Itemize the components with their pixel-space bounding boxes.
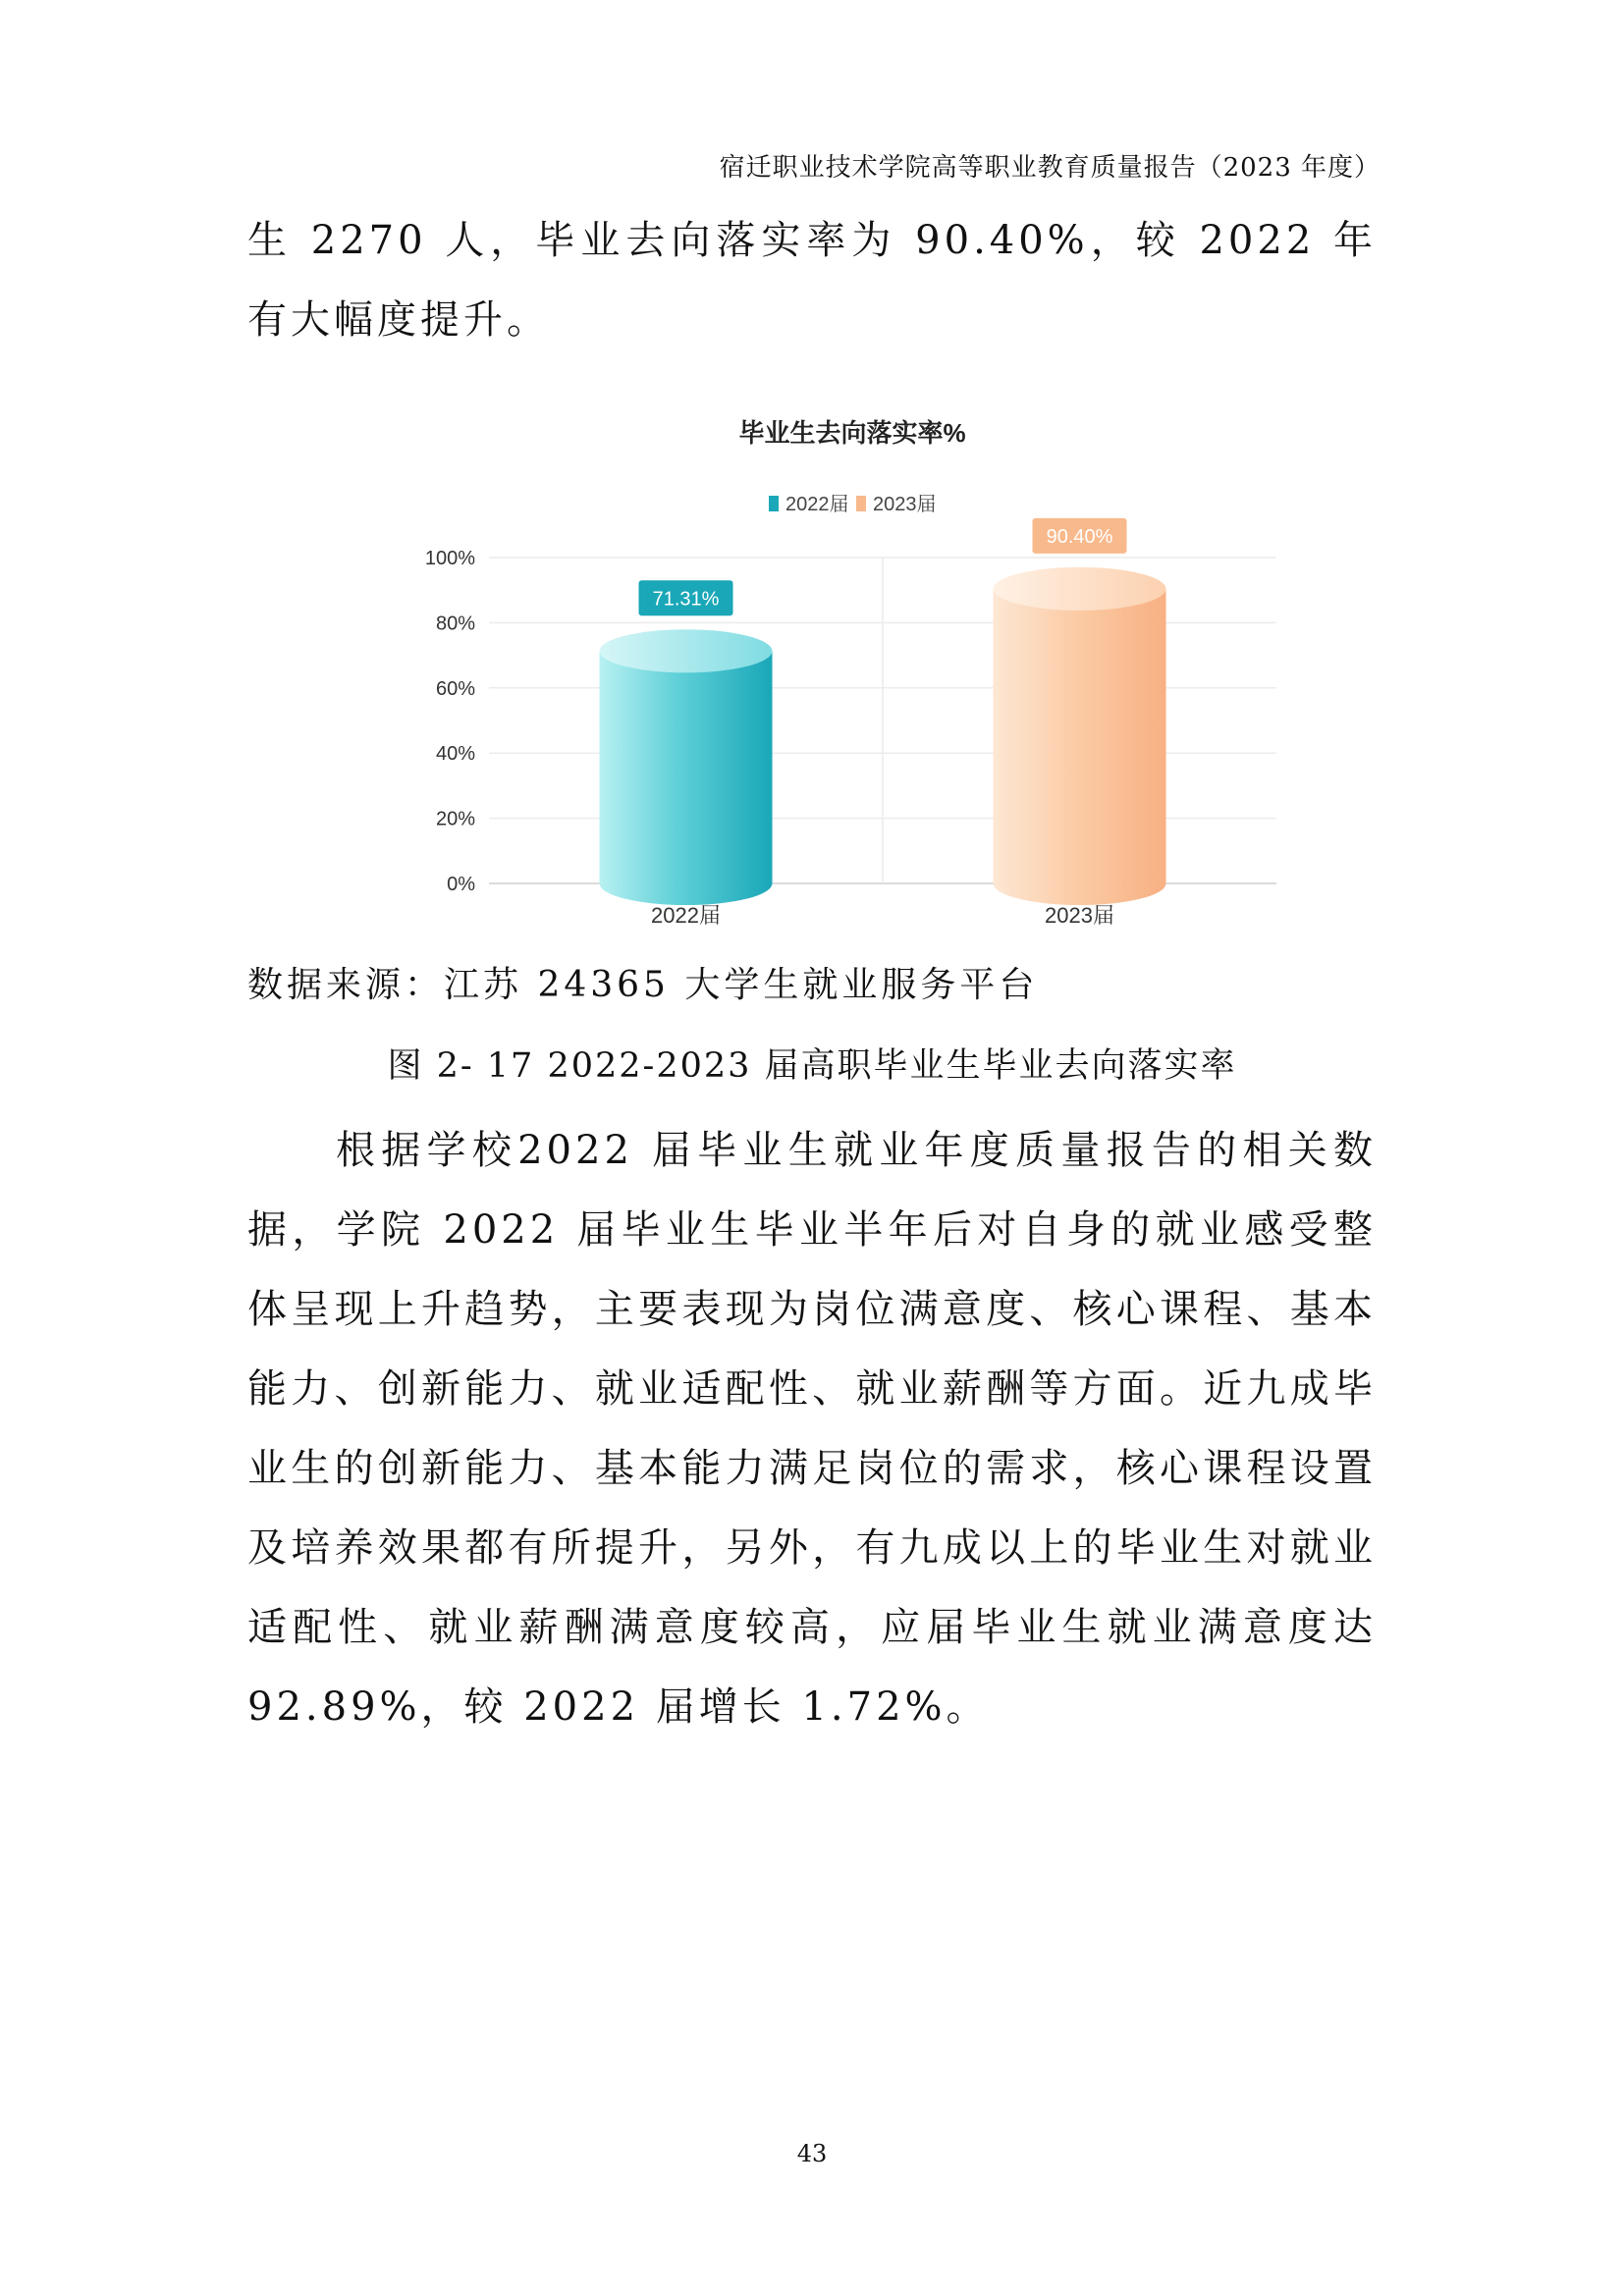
legend-label-2023: 2023届 bbox=[873, 494, 937, 515]
bar-top bbox=[600, 629, 773, 672]
y-tick-label: 0% bbox=[447, 874, 475, 895]
data-label: 71.31% bbox=[652, 588, 720, 611]
legend-swatch-2022 bbox=[769, 496, 779, 511]
chart-legend bbox=[769, 493, 937, 515]
y-tick-label: 80% bbox=[435, 613, 475, 635]
page-header: 宿迁职业技术学院高等职业教育质量报告（2023 年度） bbox=[719, 153, 1380, 183]
y-tick-label: 20% bbox=[435, 808, 475, 830]
data-source: 数据来源：江苏 24365 大学生就业服务平台 bbox=[247, 965, 1039, 1005]
bar-body bbox=[600, 651, 773, 905]
x-tick-label: 2023届 bbox=[1045, 903, 1114, 928]
data-label: 90.40% bbox=[1046, 525, 1113, 548]
legend-swatch-2023 bbox=[856, 496, 866, 511]
y-tick-label: 60% bbox=[435, 677, 475, 700]
bar-body bbox=[994, 589, 1166, 905]
page-number: 43 bbox=[796, 2140, 828, 2167]
employment-rate-chart bbox=[0, 0, 1624, 942]
chart-x-axis bbox=[651, 903, 1114, 928]
y-tick-label: 40% bbox=[435, 743, 475, 766]
bar-top bbox=[994, 567, 1166, 611]
intro-paragraph: 生 2270 人，毕业去向落实率为 90.40%，较 2022 年有大幅度提升。 bbox=[247, 218, 1377, 343]
bar-2023届 bbox=[994, 518, 1166, 905]
figure-caption: 图 2- 17 2022-2023 届高职毕业生毕业去向落实率 bbox=[387, 1046, 1237, 1086]
chart-y-axis bbox=[425, 548, 475, 895]
bar-2022届 bbox=[600, 580, 773, 905]
chart-title: 毕业生去向落实率% bbox=[738, 418, 966, 448]
body-paragraph: 根据学校2022 届毕业生就业年度质量报告的相关数据，学院 2022 届毕业生毕业半年后对自身的就业感受整体呈现上升趋势，主要表现为岗位满意度、核心课程、基本能力、创新能力、就业适配性、就业薪酬等方面。近九成毕业生的创新能力、基本能力满足岗位的需求，核心课程设置及培养效果都有所提升，另外，有九成以上的毕业生对就业适配性、就业薪酬满意度较高，应届毕业生就业满意度达 92.89%，较 2022 届增长 1.72%。 bbox=[247, 1128, 1377, 1730]
y-tick-label: 100% bbox=[424, 548, 475, 569]
legend-label-2022: 2022届 bbox=[785, 494, 849, 515]
x-tick-label: 2022届 bbox=[651, 903, 721, 928]
